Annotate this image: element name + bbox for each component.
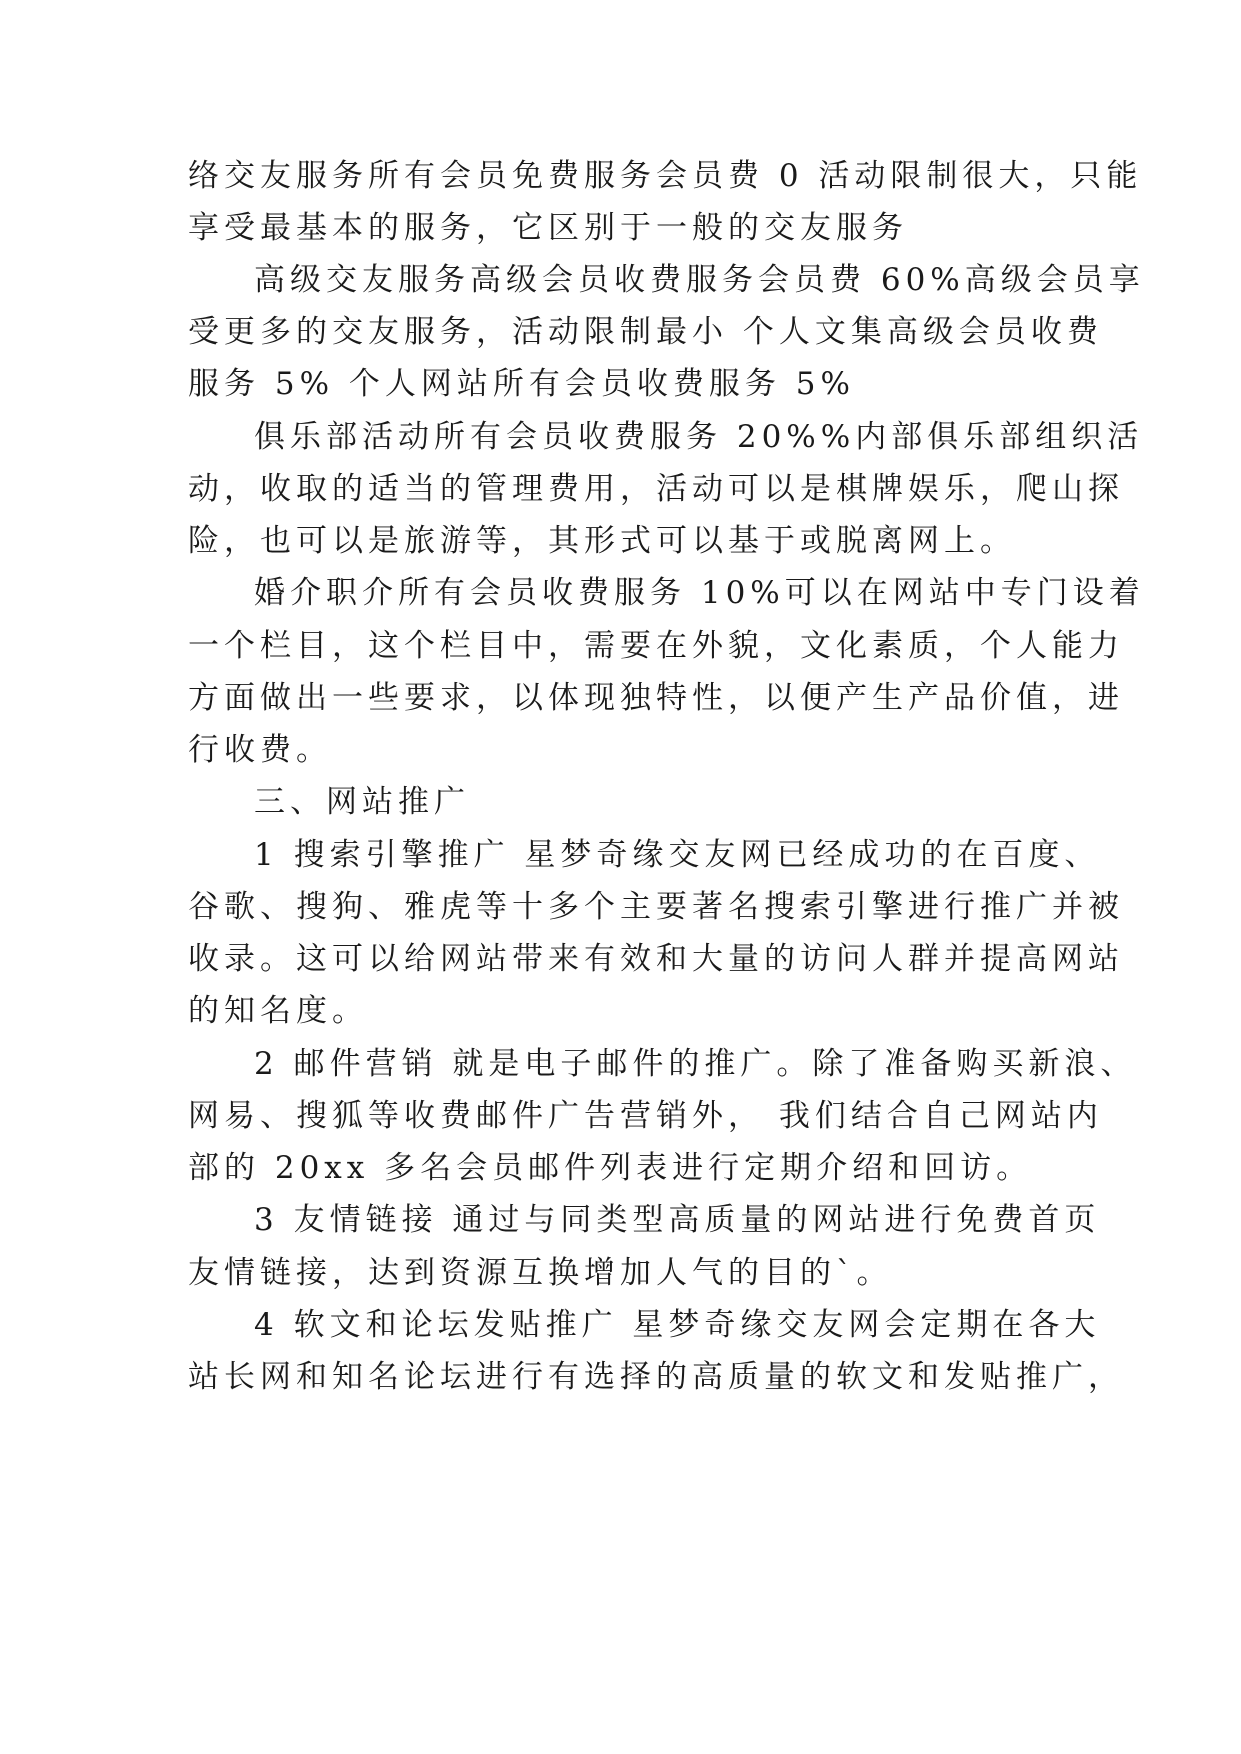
text-line: 友情链接，达到资源互换增加人气的目的`。 — [188, 1255, 893, 1291]
text-line: 享受最基本的服务，它区别于一般的交友服务 — [188, 210, 908, 246]
section-heading: 三、网站推广 — [254, 784, 470, 820]
text-line: 一个栏目，这个栏目中，需要在外貌，文化素质，个人能力 — [188, 628, 1124, 664]
text-line: 行收费。 — [188, 732, 332, 768]
text-line: 收录。这可以给网站带来有效和大量的访问人群并提高网站 — [188, 941, 1124, 977]
text-line: 的知名度。 — [188, 993, 368, 1029]
text-line: 服务 5% 个人网站所有会员收费服务 5% — [188, 366, 855, 402]
paragraph-start-line: 俱乐部活动所有会员收费服务 20%%内部俱乐部组织活 — [254, 419, 1144, 455]
text-line: 部的 20xx 多名会员邮件列表进行定期介绍和回访。 — [188, 1150, 1033, 1186]
paragraph-start-line: 4 软文和论坛发贴推广 星梦奇缘交友网会定期在各大 — [254, 1307, 1101, 1343]
text-line: 谷歌、搜狗、雅虎等十多个主要著名搜索引擎进行推广并被 — [188, 889, 1124, 925]
paragraph-start-line: 婚介职介所有会员收费服务 10%可以在网站中专门设着 — [254, 575, 1145, 611]
paragraph-start-line: 高级交友服务高级会员收费服务会员费 60%高级会员享 — [254, 262, 1145, 298]
text-line: 受更多的交友服务，活动限制最小 个人文集高级会员收费 — [188, 314, 1103, 350]
text-line: 动，收取的适当的管理费用，活动可以是棋牌娱乐，爬山探 — [188, 471, 1124, 507]
paragraph-start-line: 1 搜索引擎推广 星梦奇缘交友网已经成功的在百度、 — [254, 837, 1101, 873]
text-line: 站长网和知名论坛进行有选择的高质量的软文和发贴推广， — [188, 1359, 1124, 1395]
text-line: 险，也可以是旅游等，其形式可以基于或脱离网上。 — [188, 523, 1016, 559]
paragraph-start-line: 3 友情链接 通过与同类型高质量的网站进行免费首页 — [254, 1202, 1101, 1238]
text-line: 网易、搜狐等收费邮件广告营销外， 我们结合自己网站内 — [188, 1098, 1103, 1134]
text-line: 方面做出一些要求，以体现独特性，以便产生产品价值，进 — [188, 680, 1124, 716]
text-line: 络交友服务所有会员免费服务会员费 0 活动限制很大，只能 — [188, 158, 1143, 194]
paragraph-start-line: 2 邮件营销 就是电子邮件的推广。除了准备购买新浪、 — [254, 1046, 1137, 1082]
